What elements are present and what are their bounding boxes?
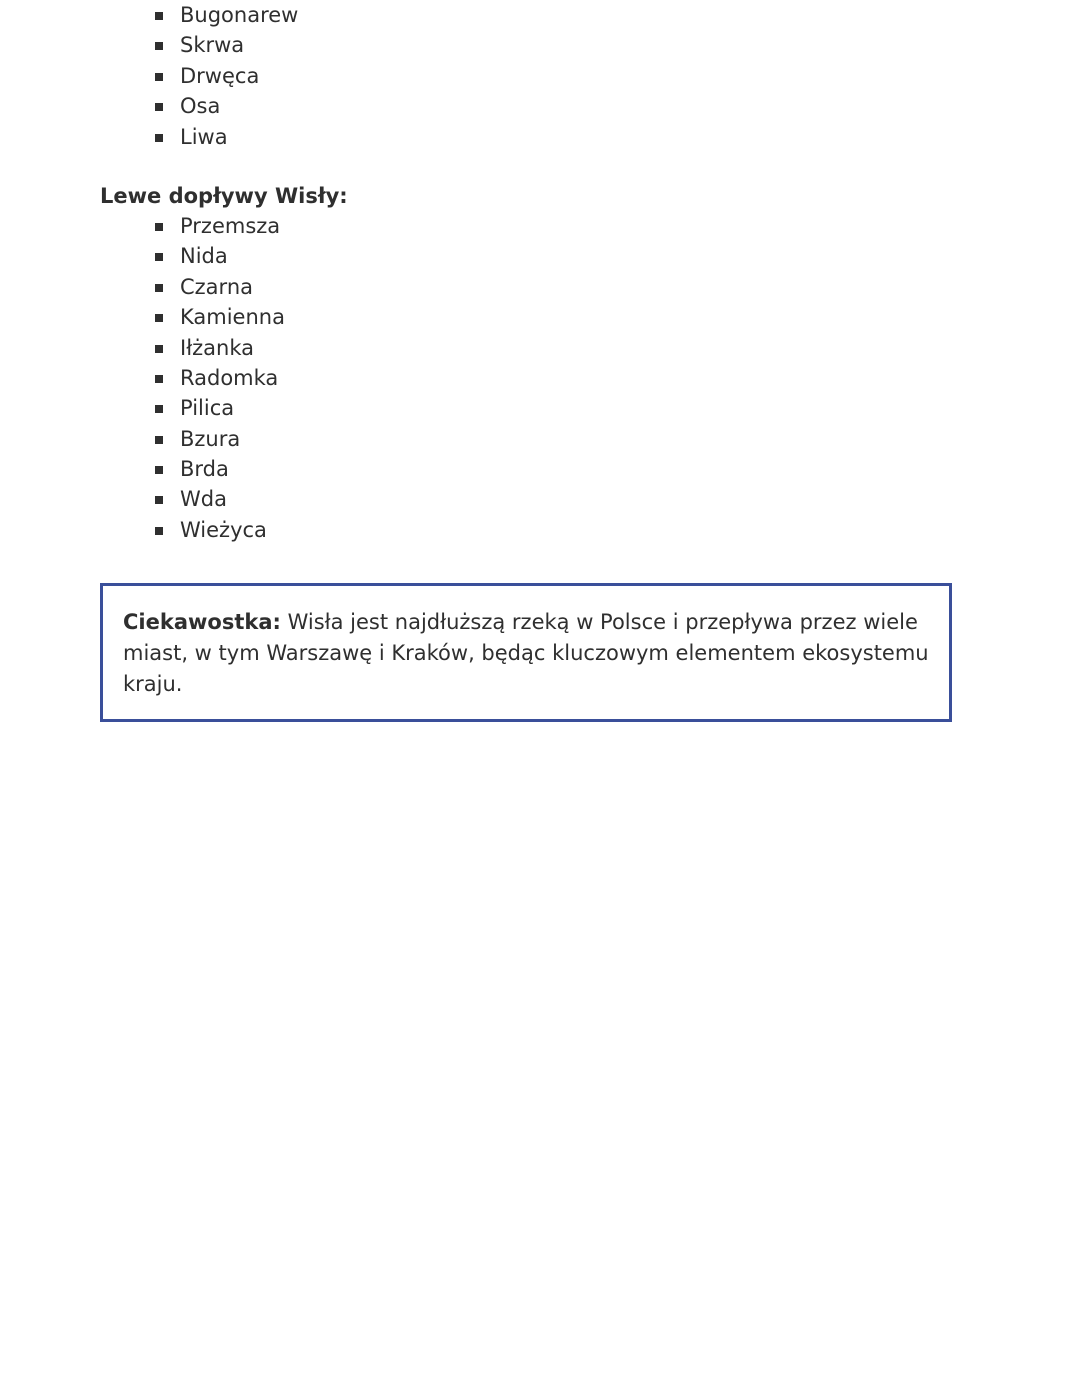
list-item: Wda [180, 484, 952, 514]
list-item: Iłżanka [180, 333, 952, 363]
list-item: Wieżyca [180, 515, 952, 545]
article-content [100, 0, 952, 722]
list-item: Brda [180, 454, 952, 484]
fun-fact-label: Ciekawostka: [123, 610, 281, 635]
fun-fact-text: Wisła jest najdłuższą rzeką w Polsce i przepływa przez wiele miast, w tym Warszawę i Kraków, będąc kluczowym elementem ekosystemu kraju. [123, 610, 929, 697]
left-tributaries-heading: Lewe dopływy Wisły: [100, 183, 348, 208]
list-item: Drwęca [180, 61, 952, 91]
list-item: Czarna [180, 272, 952, 302]
list-item: Przemsza [180, 211, 952, 241]
left-tributaries-list [100, 211, 952, 545]
list-item: Radomka [180, 363, 952, 393]
list-item: Bzura [180, 424, 952, 454]
right-tributaries-list [100, 0, 952, 152]
list-item: Kamienna [180, 302, 952, 332]
list-item: Liwa [180, 122, 952, 152]
list-item: Nida [180, 241, 952, 271]
fun-fact-box [100, 583, 952, 722]
list-item: Pilica [180, 393, 952, 423]
list-item: Bugonarew [180, 0, 952, 30]
list-item: Osa [180, 91, 952, 121]
list-item: Skrwa [180, 30, 952, 60]
